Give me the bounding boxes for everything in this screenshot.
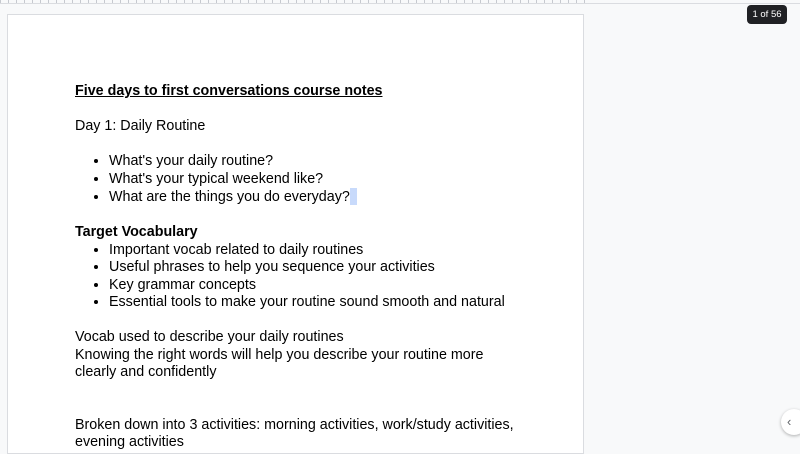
page-counter-badge: 1 of 56 [747,5,787,24]
question-list [75,153,515,207]
list-item: • Useful phrases to help you sequence your activities [109,259,515,277]
list-item: • Important vocab related to daily routines [109,242,515,260]
list-item: • What's your typical weekend like? [109,171,515,189]
list-item: • Key grammar concepts [109,277,515,295]
document-title: Five days to first conversations course notes [75,83,383,99]
document-page[interactable] [7,14,584,454]
list-item: • What's your daily routine? [109,153,515,171]
vocab-explanation: Knowing the right words will help you describe your routine more clearly and confidently [75,346,484,380]
chevron-left-icon: ‹ [787,414,792,429]
vocab-list [75,242,515,312]
list-item-text: What are the things you do everyday? [109,189,350,205]
ruler-divider [585,3,800,4]
horizontal-ruler[interactable] [0,0,585,4]
vocab-description: Vocab used to describe your daily routines [75,329,344,345]
text-selection[interactable] [350,188,357,205]
side-panel-toggle-button[interactable] [781,409,800,435]
vocab-heading: Target Vocabulary [75,224,198,240]
list-item [109,188,515,207]
list-item: • Essential tools to make your routine sound smooth and natural [109,294,515,312]
activities-paragraph: Broken down into 3 activities: morning activities, work/study activities, evening activities [75,416,514,450]
day-heading: Day 1: Daily Routine [75,118,206,134]
document-body[interactable] [75,83,515,452]
